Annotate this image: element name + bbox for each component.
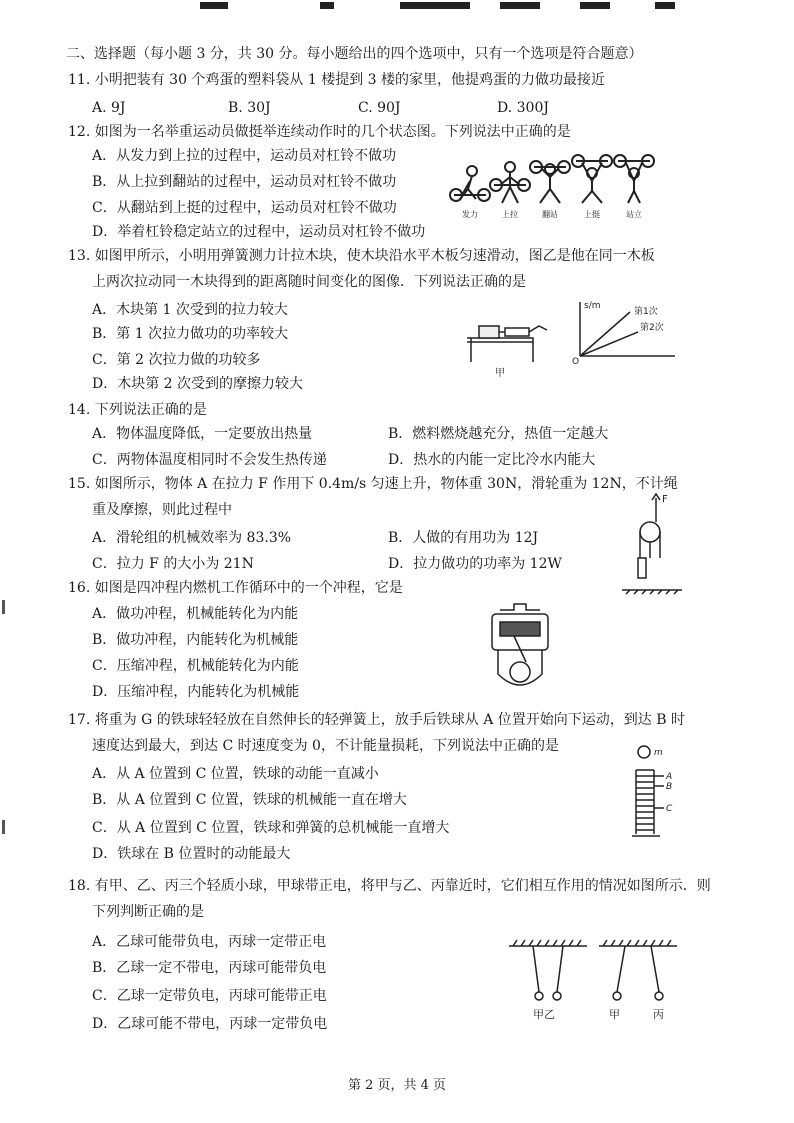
- q18-option-a: A．乙球可能带负电，丙球一定带正电: [92, 934, 327, 950]
- q18-option-b: B．乙球一定不带电，丙球可能带负电: [92, 960, 327, 976]
- q15-option-d: D．拉力做功的功率为 12W: [388, 556, 562, 572]
- q11-option-a: A. 9J: [92, 100, 126, 116]
- q16-option-c: C．压缩冲程，机械能转化为内能: [92, 658, 299, 674]
- graph-series-2-label: 第2次: [640, 323, 664, 333]
- question-18-text-1: 18. 有甲、乙、丙三个轻质小球，甲球带正电，将甲与乙、丙靠近时，它们相互作用的情况如图所示．则: [68, 878, 711, 894]
- lifter-head-1: [467, 166, 477, 176]
- question-17-text-2: 速度达到最大，到达 C 时速度变为 0，不计能量损耗，下列说法中正确的是: [92, 738, 559, 754]
- q12-option-d: D．举着杠铃稳定站立的过程中，运动员对杠铃不做功: [92, 224, 426, 240]
- distance-time-graph: [570, 298, 680, 367]
- section-header: 二、选择题（每小题 3 分，共 30 分。每小题给出的四个选项中，只有一个选项是符合题意）: [66, 46, 643, 62]
- fig-label-bing: 丙: [653, 1008, 664, 1021]
- fig-label-jia-yi: 甲乙: [533, 1008, 555, 1021]
- spring-scale-figure-jia: [465, 310, 555, 380]
- fig-position-a: A: [666, 772, 673, 782]
- graph-axis-y-label: s/m: [584, 301, 601, 311]
- fig-force-label: F: [662, 494, 668, 505]
- graph-origin-label: O: [572, 357, 580, 367]
- q11-option-b: B. 30J: [228, 100, 271, 116]
- q13-option-d: D．木块第 2 次受到的摩擦力较大: [92, 376, 304, 392]
- q17-option-c: C．从 A 位置到 C 位置，铁球和弹簧的总机械能一直增大: [92, 820, 450, 836]
- question-18-text-2: 下列判断正确的是: [92, 904, 204, 920]
- fig-label-fali: 发力: [462, 210, 478, 219]
- q17-option-a: A．从 A 位置到 C 位置，铁球的动能一直减小: [92, 766, 379, 782]
- charged-balls-figure: [505, 934, 685, 1024]
- q15-option-c: C．拉力 F 的大小为 21N: [92, 556, 254, 572]
- fig-position-c: C: [666, 804, 673, 814]
- question-15-text-1: 15. 如图所示，物体 A 在拉力 F 作用下 0.4m/s 匀速上升，物体重 30N，滑轮重为 12N，不计绳: [68, 476, 678, 492]
- fig-label-shangla: 上拉: [502, 210, 518, 219]
- q16-option-d: D．压缩冲程，内能转化为机械能: [92, 684, 300, 700]
- q14-option-d: D．热水的内能一定比冷水内能大: [388, 452, 596, 468]
- q15-option-b: B．人做的有用功为 12J: [388, 530, 539, 546]
- q18-option-c: C．乙球一定带负电，丙球可能带正电: [92, 988, 327, 1004]
- q18-option-d: D．乙球可能不带电，丙球一定带负电: [92, 1016, 328, 1032]
- fig-mass-label: m: [654, 748, 663, 758]
- q13-option-b: B．第 1 次拉力做功的功率较大: [92, 326, 289, 342]
- q14-option-c: C．两物体温度相同时不会发生热传递: [92, 452, 327, 468]
- weightlifter-figure: [450, 155, 660, 225]
- q14-option-a: A．物体温度降低，一定要放出热量: [92, 426, 313, 442]
- q12-option-b: B．从上拉到翻站的过程中，运动员对杠铃不做功: [92, 174, 397, 190]
- page-footer: 第 2 页，共 4 页: [347, 1078, 447, 1093]
- question-12-text: 12. 如图为一名举重运动员做挺举连续动作时的几个状态图。下列说法中正确的是: [68, 124, 571, 140]
- question-13-text-1: 13. 如图甲所示，小明用弹簧测力计拉木块，使木块沿水平木板匀速滑动，图乙是他在同一木板: [68, 248, 655, 264]
- q13-option-a: A．木块第 1 次受到的拉力较大: [92, 302, 288, 318]
- q15-option-a: A．滑轮组的机械效率为 83.3%: [92, 530, 292, 546]
- q14-option-b: B．燃料燃烧越充分，热值一定越大: [388, 426, 609, 442]
- q16-option-a: A．做功冲程，机械能转化为内能: [92, 606, 299, 622]
- spring-ball-figure: [626, 742, 686, 842]
- series-line-1: [580, 312, 630, 356]
- q16-option-b: B．做功冲程，内能转化为机械能: [92, 632, 299, 648]
- fig-jia-label: 甲: [495, 368, 505, 379]
- fig-label-zhanli: 站立: [626, 210, 642, 219]
- q13-option-c: C．第 2 次拉力做的功较多: [92, 352, 261, 368]
- fig-position-b: B: [666, 782, 673, 792]
- q17-option-d: D．铁球在 B 位置时的动能最大: [92, 846, 291, 862]
- q12-option-c: C．从翻站到上挺的过程中，运动员对杠铃不做功: [92, 200, 397, 216]
- question-16-text: 16. 如图是四冲程内燃机工作循环中的一个冲程，它是: [68, 580, 403, 596]
- scan-header-marks: [200, 0, 680, 14]
- question-13-text-2: 上两次拉动同一木块得到的距离随时间变化的图像．下列说法正确的是: [92, 274, 526, 290]
- fig-label-fanzhan: 翻站: [542, 210, 558, 219]
- question-17-text-1: 17. 将重为 G 的铁球轻轻放在自然伸长的轻弹簧上，放手后铁球从 A 位置开始向下运动，到达 B 时: [68, 712, 685, 728]
- scan-edge-mark: [2, 820, 5, 834]
- q11-option-d: D. 300J: [497, 100, 549, 116]
- q11-option-c: C. 90J: [358, 100, 401, 116]
- pulley-figure: [620, 492, 690, 602]
- question-14-text: 14. 下列说法正确的是: [68, 402, 207, 418]
- q17-option-b: B．从 A 位置到 C 位置，铁球的机械能一直在增大: [92, 792, 407, 808]
- question-11-text: 11. 小明把装有 30 个鸡蛋的塑料袋从 1 楼提到 3 楼的家里，他提鸡蛋的力做功最接近: [68, 72, 606, 88]
- graph-series-1-label: 第1次: [634, 307, 658, 317]
- scan-edge-mark: [2, 600, 5, 614]
- fig-label-jia: 甲: [609, 1008, 620, 1021]
- fig-label-shangting: 上挺: [584, 210, 600, 219]
- engine-stroke-figure: [470, 600, 570, 700]
- question-15-text-2: 重及摩擦，则此过程中: [92, 502, 232, 518]
- q12-option-a: A．从发力到上拉的过程中，运动员对杠铃不做功: [92, 148, 397, 164]
- series-line-2: [580, 332, 638, 356]
